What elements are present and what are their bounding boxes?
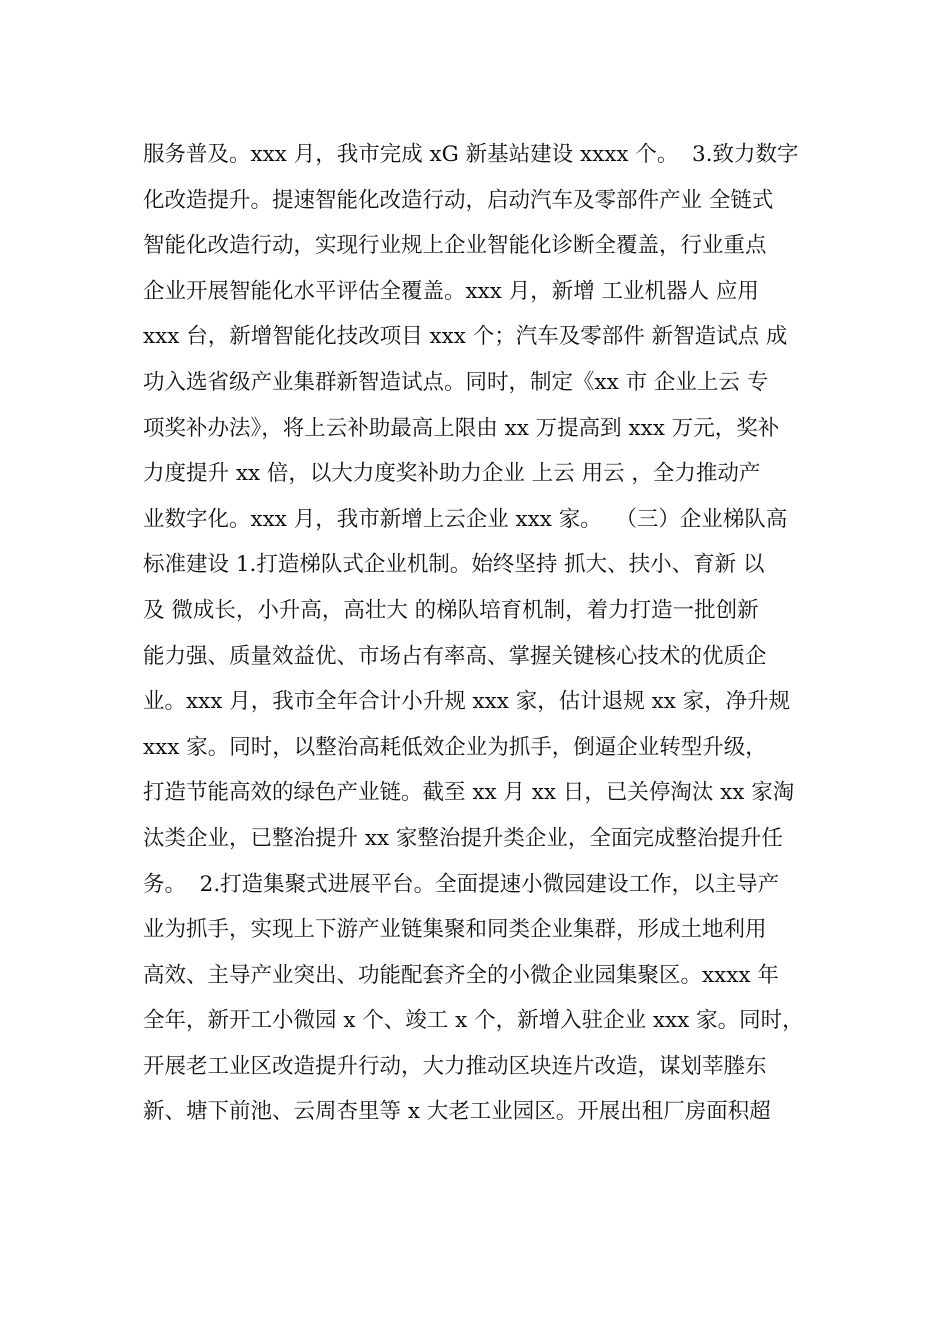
body-text: [143, 132, 833, 1135]
text-line: 打造节能高效的绿色产业链。截至 xx 月 xx 日，已关停淘汰 xx 家淘: [143, 780, 795, 806]
text-line: 及 微成长，小升高，高壮大 的梯队培育机制，着力打造一批创新: [143, 597, 759, 623]
text-line: 汰类企业，已整治提升 xx 家整治提升类企业，全面完成整治提升任: [143, 825, 783, 851]
text-line: 业数字化。xxx 月，我市新增上云企业 xxx 家。 （三）企业梯队高: [143, 506, 788, 532]
text-line: 务。 2.打造集聚式进展平台。全面提速小微园建设工作，以主导产: [143, 871, 780, 897]
text-line: 力度提升 xx 倍，以大力度奖补助力企业 上云 用云 ，全力推动产: [143, 461, 761, 487]
text-line: 标准建设 1.打造梯队式企业机制。始终坚持 抓大、扶小、育新 以: [143, 552, 765, 578]
text-line: 服务普及。xxx 月，我市完成 xG 新基站建设 xxxx 个。 3.致力数字: [143, 142, 799, 167]
text-line: 业。xxx 月，我市全年合计小升规 xxx 家，估计退规 xx 家，净升规: [143, 689, 791, 715]
text-line: 项奖补办法》，将上云补助最高上限由 xx 万提高到 xxx 万元，奖补: [143, 415, 780, 441]
text-line: 企业开展智能化水平评估全覆盖。xxx 月，新增 工业机器人 应用: [143, 278, 759, 304]
text-line: 业为抓手，实现上下游产业链集聚和同类企业集群，形成土地利用: [143, 917, 767, 943]
text-line: xxx 家。同时，以整治高耗低效企业为抓手，倒逼企业转型升级，: [143, 734, 767, 760]
text-line: 智能化改造行动，实现行业规上企业智能化诊断全覆盖，行业重点: [143, 233, 767, 259]
text-line: 能力强、质量效益优、市场占有率高、掌握关键核心技术的优质企: [143, 643, 767, 669]
text-line: 全年，新开工小微园 x 个、竣工 x 个，新增入驻企业 xxx 家。同时，: [143, 1008, 804, 1034]
text-line: 高效、主导产业突出、功能配套齐全的小微企业园集聚区。xxxx 年: [143, 962, 779, 988]
text-line: 新、塘下前池、云周杏里等 x 大老工业园区。开展出租厂房面积超: [143, 1099, 771, 1125]
text-line: 开展老工业区改造提升行动，大力推动区块连片改造，谋划莘塍东: [143, 1053, 767, 1079]
text-line: 功入选省级产业集群新智造试点。同时，制定《xx 市 企业上云 专: [143, 369, 769, 395]
text-line: 化改造提升。提速智能化改造行动，启动汽车及零部件产业 全链式: [143, 187, 774, 213]
text-line: xxx 台，新增智能化技改项目 xxx 个；汽车及零部件 新智造试点 成: [143, 324, 788, 350]
